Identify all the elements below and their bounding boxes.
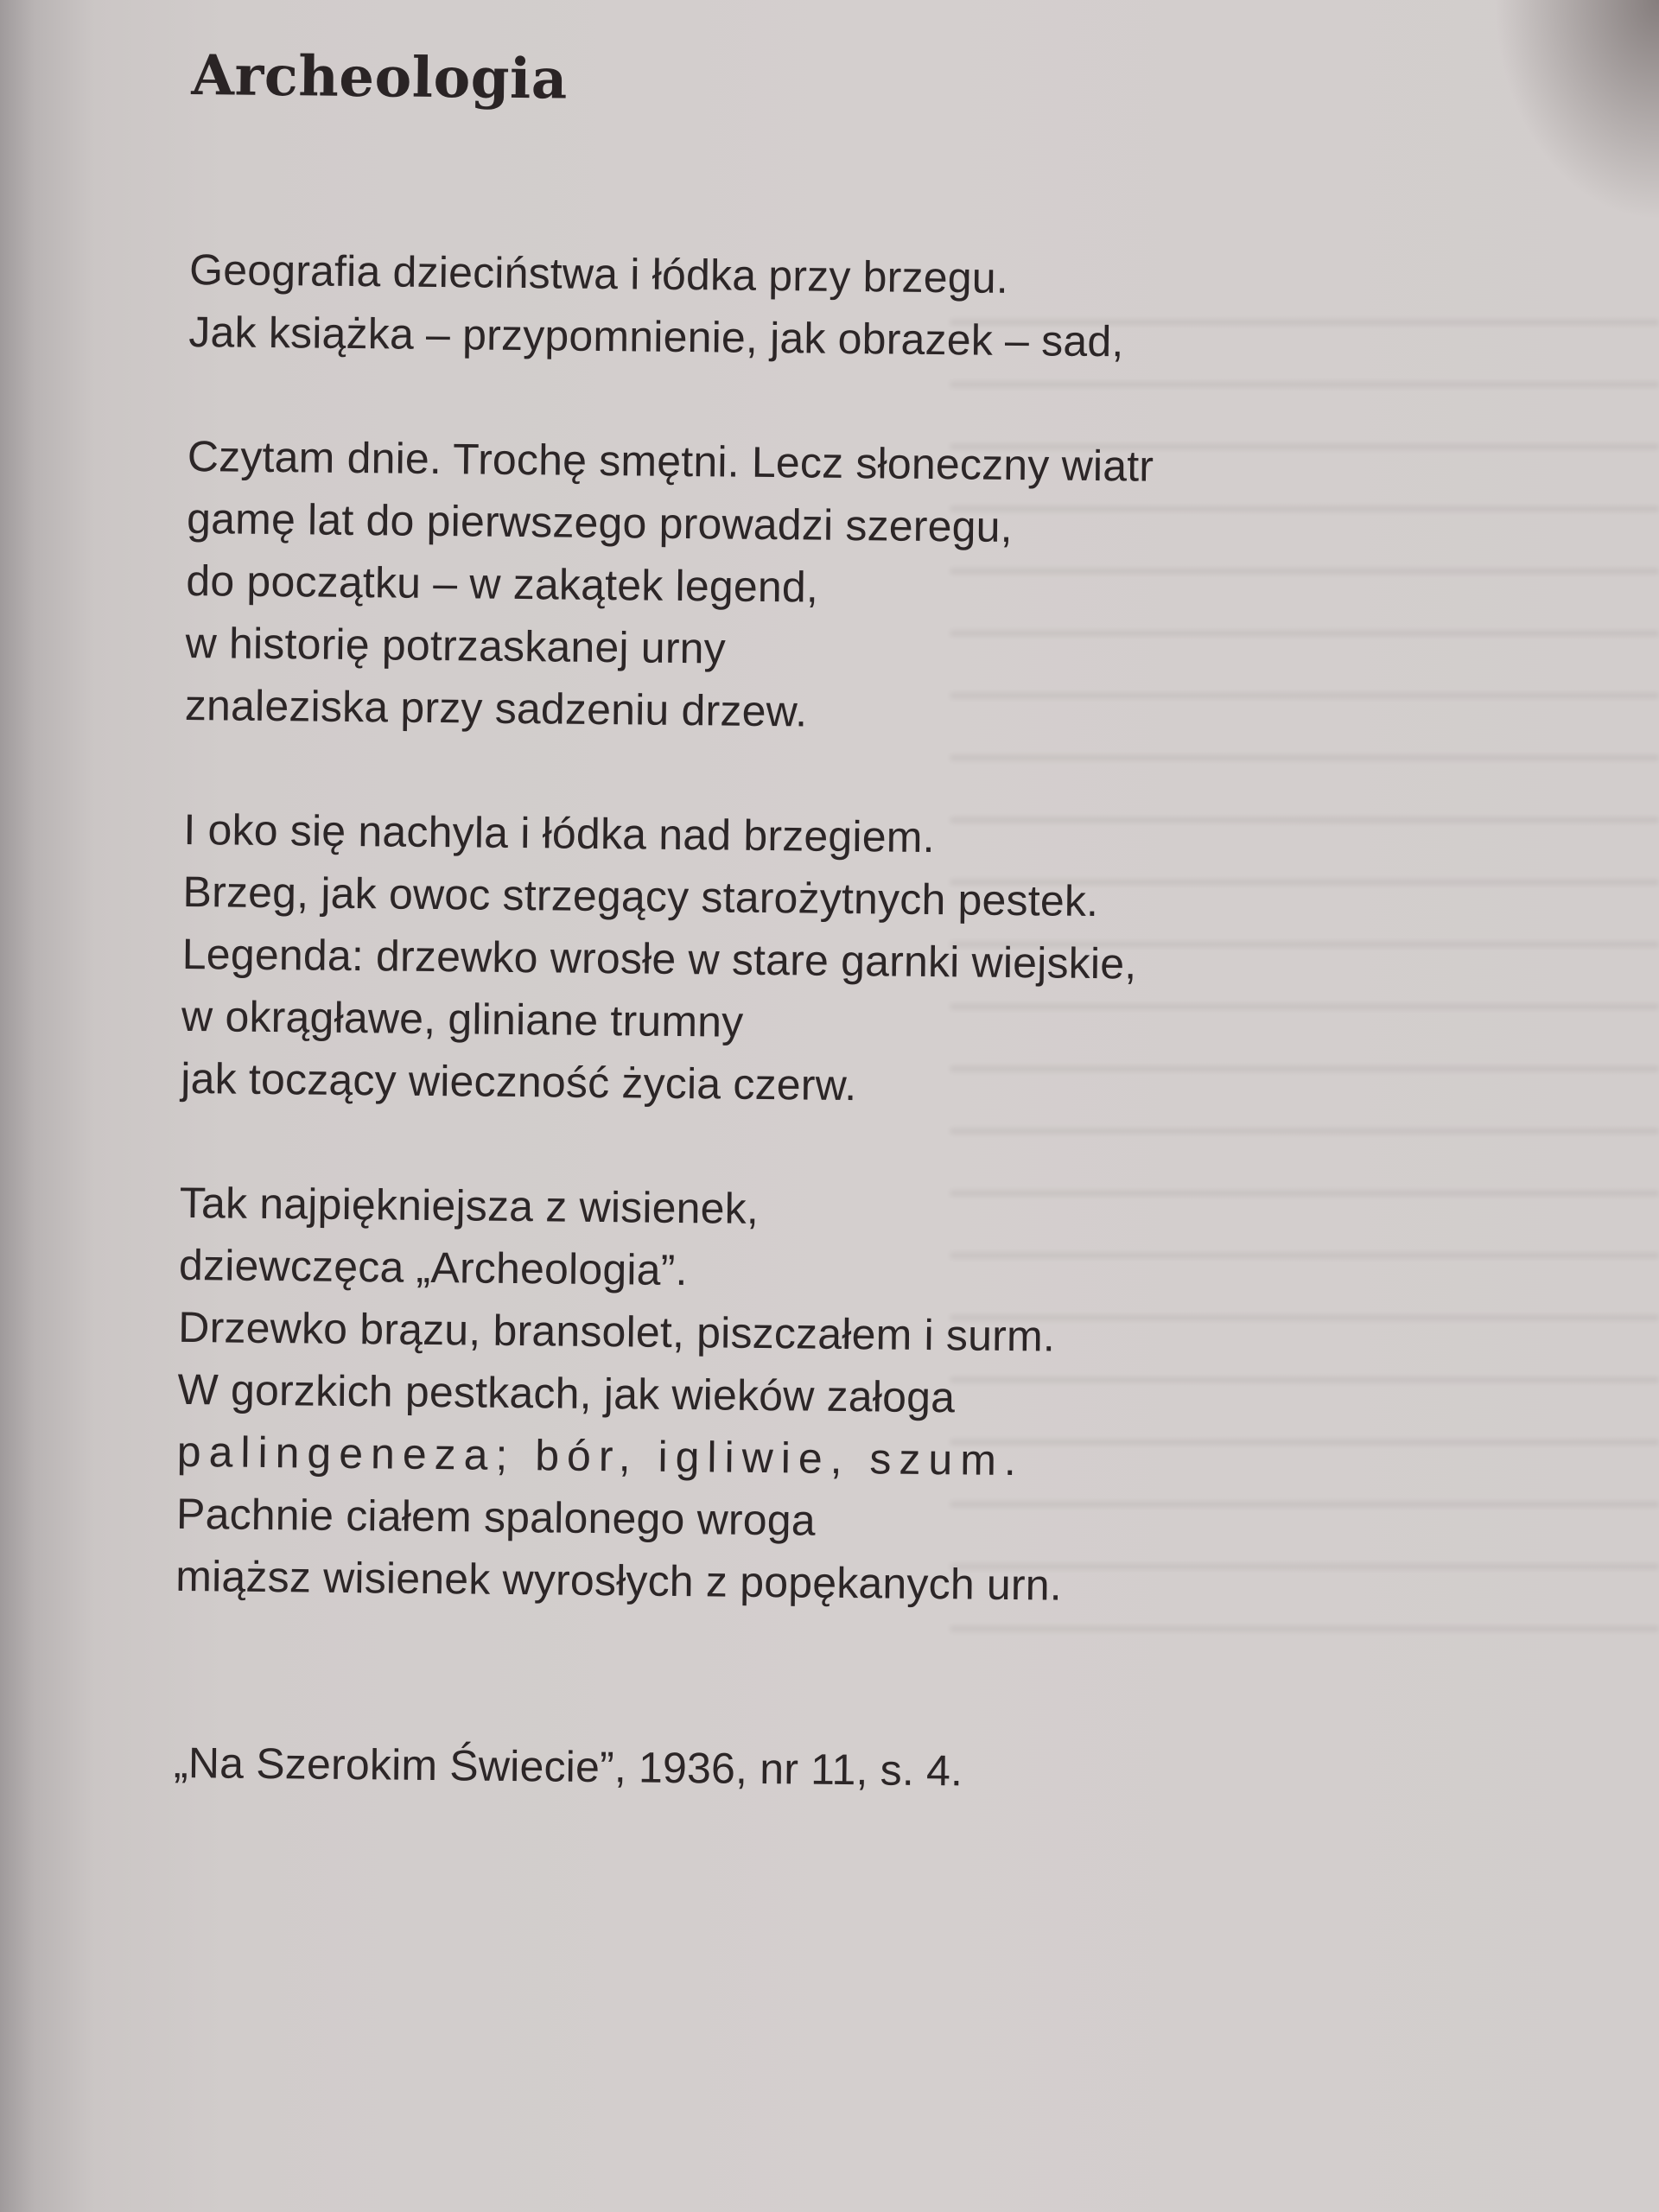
- stanza-4: [175, 1172, 1286, 1618]
- poem-line: w historię potrzaskanej urny: [185, 618, 727, 673]
- poem-line: Drzewko brązu, bransolet, piszczałem i surm.: [178, 1302, 1056, 1361]
- poem-line-spaced: [176, 1421, 1283, 1494]
- stanza-1: [188, 238, 1295, 374]
- poem-line: Pachnie ciałem spalonego wroga: [175, 1489, 817, 1545]
- publication-source: „Na Szerokim Świecie”, 1936, nr 11, s. 4.: [173, 1738, 963, 1796]
- poem-line: znaleziska przy sadzeniu drzew.: [184, 680, 808, 736]
- stanza-3: [181, 798, 1290, 1121]
- poem-line: Geografia dzieciństwa i łódka przy brzegu.: [188, 245, 1009, 302]
- poem-line: miąższ wisienek wyrosłych z popękanych urn.: [175, 1551, 1063, 1610]
- poem-title: Archeologia: [191, 42, 569, 112]
- poem-line: Jak książka – przypomnienie, jak obrazek – sad,: [188, 307, 1124, 366]
- poem-line: I oko się nachyla i łódka nad brzegiem.: [183, 804, 936, 862]
- poem-line: jak toczący wieczność życia czerw.: [181, 1053, 857, 1110]
- poem-line: Tak najpiękniejsza z wisienek,: [179, 1178, 760, 1233]
- poem-line: Brzeg, jak owoc strzegący starożytnych pestek.: [182, 867, 1099, 926]
- poem: [174, 35, 1298, 1805]
- poem-line: Czytam dnie. Trochę smętni. Lecz słoneczny wiatr: [187, 431, 1154, 491]
- poem-line: dziewczęca „Archeologia”.: [178, 1240, 688, 1295]
- poem-line: do początku – w zakątek legend,: [186, 556, 819, 612]
- poem-line: w okrągławe, gliniane trumny: [181, 991, 744, 1046]
- poem-line: W gorzkich pestkach, jak wieków załoga: [177, 1364, 956, 1422]
- stanza-2: [184, 425, 1294, 747]
- spaced-word: palingeneza; bór, igliwie, szum.: [176, 1427, 1025, 1485]
- poem-line: gamę lat do pierwszego prowadzi szeregu,: [186, 493, 1014, 551]
- poem-line: Legenda: drzewko wrosłe w stare garnki wiejskie,: [181, 929, 1137, 988]
